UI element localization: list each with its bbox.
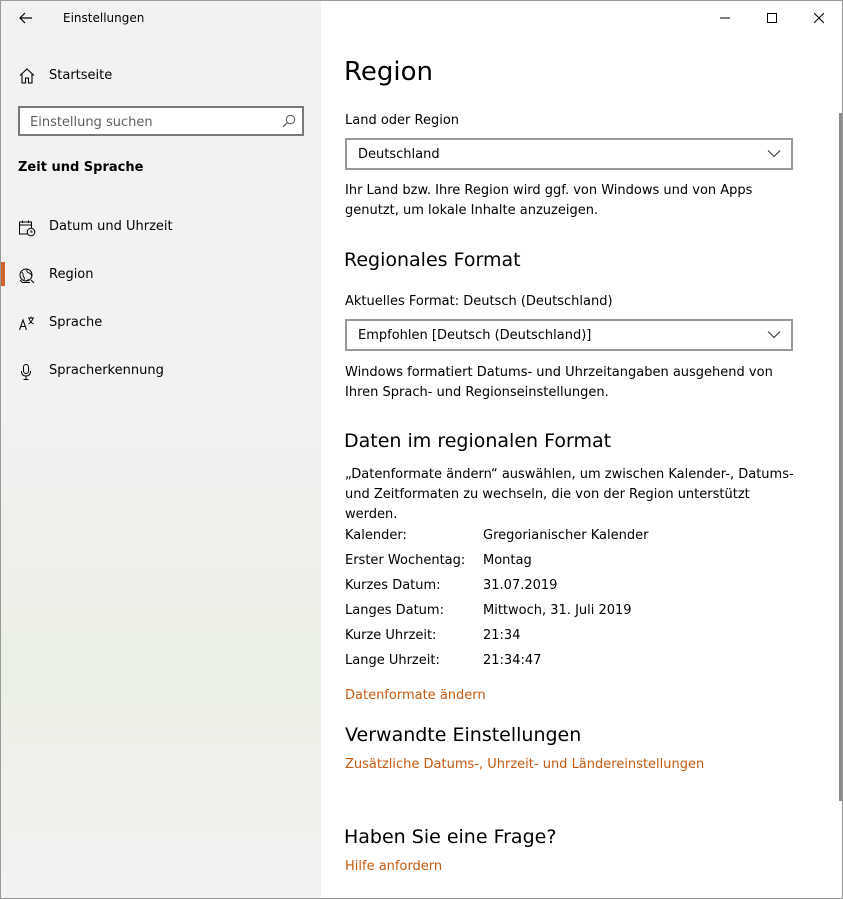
chevron-down-icon <box>767 330 781 339</box>
sidebar-item-spracherkennung[interactable] <box>1 354 321 388</box>
sidebar-item-label: Datum und Uhrzeit <box>49 219 173 234</box>
current-format-label: Aktuelles Format: Deutsch (Deutschland) <box>345 294 613 309</box>
data-row-key: Langes Datum: <box>345 603 444 618</box>
data-row-key: Kalender: <box>345 528 407 543</box>
home-icon <box>18 67 36 85</box>
sidebar-item-label: Region <box>49 267 94 282</box>
country-description: Ihr Land bzw. Ihre Region wird ggf. von Windows und von Apps genutzt, um lokale Inhalte anzuzeigen. <box>345 183 753 218</box>
home-label: Startseite <box>49 68 113 83</box>
data-row-key: Kurze Uhrzeit: <box>345 628 437 643</box>
active-indicator <box>1 262 5 286</box>
calendar-clock-icon <box>18 219 36 237</box>
data-row-value: 21:34 <box>483 628 521 643</box>
country-label: Land oder Region <box>345 113 460 128</box>
microphone-icon <box>18 363 36 381</box>
search-input[interactable] <box>28 112 272 132</box>
data-row-value: 21:34:47 <box>483 653 542 668</box>
maximize-icon <box>767 13 777 23</box>
language-icon <box>18 315 36 333</box>
country-dropdown-value: Deutschland <box>358 147 440 162</box>
close-icon <box>814 13 824 23</box>
minimize-icon <box>720 13 730 23</box>
data-row-key: Kurzes Datum: <box>345 578 441 593</box>
sidebar <box>1 1 321 898</box>
data-row-key: Erster Wochentag: <box>345 553 466 568</box>
sidebar-item-label: Sprache <box>49 315 103 330</box>
help-link[interactable]: Hilfe anfordern <box>345 859 443 874</box>
additional-settings-link[interactable]: Zusätzliche Datums-, Uhrzeit- und Ländereinstellungen <box>345 757 705 772</box>
close-button[interactable] <box>796 1 842 35</box>
home-nav-item[interactable] <box>1 61 321 91</box>
sidebar-item-label: Spracherkennung <box>49 363 164 378</box>
data-row-value: Montag <box>483 553 532 568</box>
regional-format-dropdown[interactable] <box>345 319 793 351</box>
page-title: Region <box>344 57 434 87</box>
regional-format-value: Empfohlen [Deutsch (Deutschland)] <box>358 328 592 343</box>
data-heading: Daten im regionalen Format <box>344 430 612 452</box>
data-row-key: Lange Uhrzeit: <box>345 653 440 668</box>
minimize-button[interactable] <box>702 1 748 35</box>
search-icon[interactable] <box>282 114 296 128</box>
format-description: Windows formatiert Datums- und Uhrzeitangaben ausgehend von Ihren Sprach- und Regionseinstellungen. <box>345 365 773 400</box>
arrow-left-icon <box>19 12 33 24</box>
change-formats-link[interactable]: Datenformate ändern <box>345 688 486 703</box>
sidebar-item-sprache[interactable] <box>1 306 321 340</box>
title-bar <box>1 1 321 35</box>
related-settings-heading: Verwandte Einstellungen <box>345 724 582 746</box>
section-title: Zeit und Sprache <box>18 160 144 175</box>
data-row-value: 31.07.2019 <box>483 578 558 593</box>
app-title: Einstellungen <box>63 11 145 25</box>
search-box[interactable] <box>18 106 304 136</box>
data-row-value: Gregorianischer Kalender <box>483 528 649 543</box>
main-content <box>321 1 842 898</box>
question-heading: Haben Sie eine Frage? <box>344 826 557 848</box>
data-row-value: Mittwoch, 31. Juli 2019 <box>483 603 632 618</box>
back-button[interactable] <box>11 7 41 29</box>
format-heading: Regionales Format <box>344 249 521 271</box>
scrollbar[interactable] <box>839 113 842 801</box>
country-dropdown[interactable] <box>345 138 793 170</box>
chevron-down-icon <box>767 149 781 158</box>
data-description: „Datenformate ändern“ auswählen, um zwischen Kalender-, Datums- und Zeitformaten zu wechseln, die von der Region unterstützt werden. <box>345 467 794 522</box>
sidebar-item-datum-und-uhrzeit[interactable] <box>1 210 321 244</box>
sidebar-item-region[interactable] <box>1 258 321 292</box>
maximize-button[interactable] <box>749 1 795 35</box>
globe-icon <box>18 267 36 285</box>
